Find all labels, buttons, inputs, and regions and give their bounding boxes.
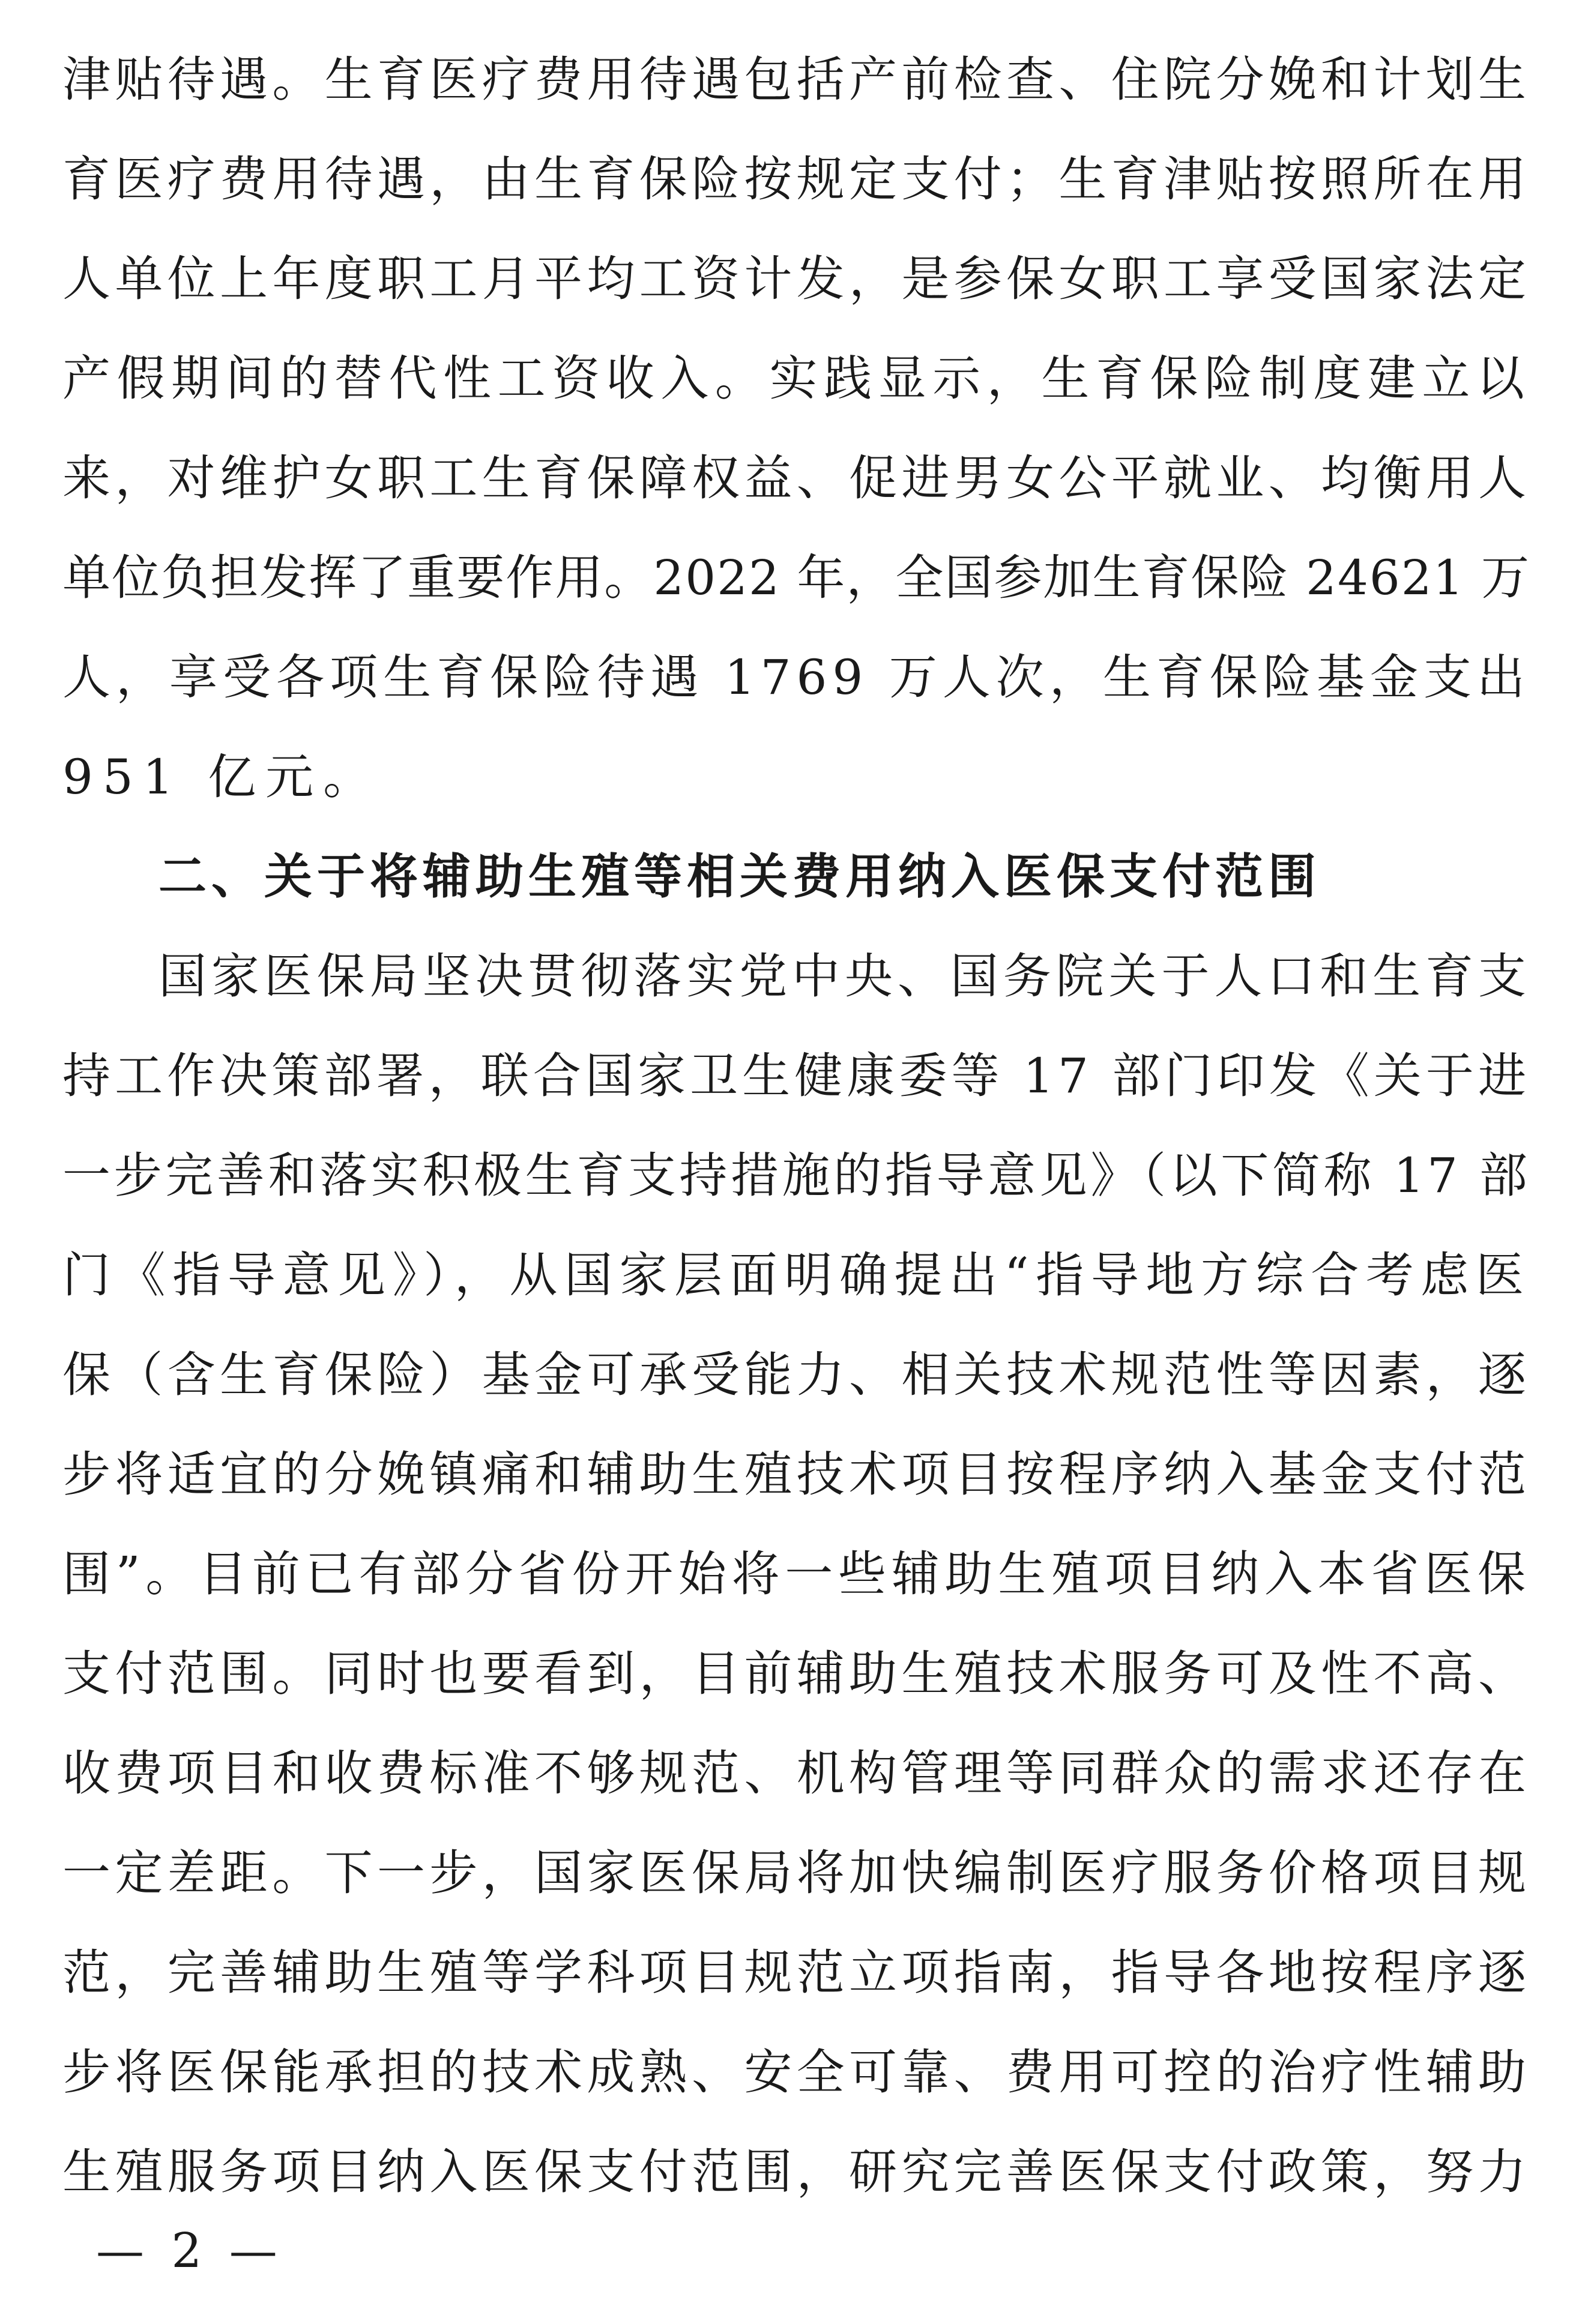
- section-heading: 二、关于将辅助生殖等相关费用纳入医保支付范围: [158, 849, 1321, 905]
- paragraph2-line-13: 生殖服务项目纳入医保支付范围，研究完善医保支付政策，努力: [62, 2144, 1530, 2200]
- paragraph2-line-8: 支付范围。同时也要看到，目前辅助生殖技术服务可及性不高、: [62, 1646, 1530, 1702]
- paragraph1-line-8: 951 亿元。: [62, 749, 381, 805]
- paragraph1-line-7: 人，享受各项生育保险待遇 1769 万人次，生育保险基金支出: [62, 649, 1530, 705]
- document-body: [62, 30, 1530, 2222]
- paragraph2-line-10: 一定差距。下一步，国家医保局将加快编制医疗服务价格项目规: [62, 1845, 1530, 1901]
- paragraph1-line-4: 产假期间的替代性工资收入。实践显示，生育保险制度建立以: [62, 351, 1530, 406]
- paragraph2-line-2: 持工作决策部署，联合国家卫生健康委等 17 部门印发《关于进: [62, 1048, 1530, 1104]
- paragraph1-line-6: 单位负担发挥了重要作用。2022 年，全国参加生育保险 24621 万: [62, 550, 1530, 606]
- paragraph2-line-7: 围”。目前已有部分省份开始将一些辅助生殖项目纳入本省医保: [62, 1546, 1530, 1602]
- paragraph2-line-12: 步将医保能承担的技术成熟、安全可靠、费用可控的治疗性辅助: [62, 2044, 1530, 2100]
- paragraph2-line-3: 一步完善和落实积极生育支持措施的指导意见》（以下简称 17 部: [62, 1148, 1530, 1203]
- paragraph2-line-11: 范，完善辅助生殖等学科项目规范立项指南，指导各地按程序逐: [62, 1945, 1530, 2000]
- paragraph1-line-2: 育医疗费用待遇，由生育保险按规定支付；生育津贴按照所在用: [62, 151, 1530, 207]
- paragraph2-line-5: 保（含生育保险）基金可承受能力、相关技术规范性等因素，逐: [62, 1347, 1530, 1403]
- paragraph1-line-1: 津贴待遇。生育医疗费用待遇包括产前检查、住院分娩和计划生: [62, 52, 1530, 107]
- paragraph1-line-3: 人单位上年度职工月平均工资计发，是参保女职工享受国家法定: [62, 251, 1530, 307]
- paragraph2-line-1: 国家医保局坚决贯彻落实党中央、国务院关于人口和生育支: [158, 948, 1530, 1004]
- paragraph2-line-6: 步将适宜的分娩镇痛和辅助生殖技术项目按程序纳入基金支付范: [62, 1446, 1530, 1502]
- paragraph2-line-9: 收费项目和收费标准不够规范、机构管理等同群众的需求还存在: [62, 1745, 1530, 1801]
- paragraph1-line-5: 来，对维护女职工生育保障权益、促进男女公平就业、均衡用人: [62, 450, 1530, 506]
- paragraph2-line-4: 门《指导意见》），从国家层面明确提出“指导地方综合考虑医: [62, 1247, 1530, 1303]
- page-number: — 2 —: [96, 2223, 283, 2278]
